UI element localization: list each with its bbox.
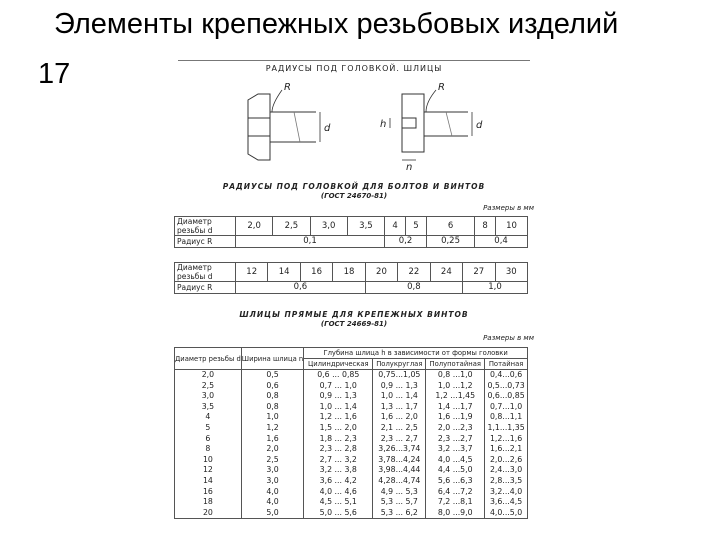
- top-rule: [178, 60, 530, 61]
- table-cell: 5,0 ... 5,6: [304, 508, 373, 519]
- table-cell: 4: [175, 412, 242, 423]
- table-row: [175, 444, 528, 455]
- table-cell: 5,6 ...6,3: [426, 476, 485, 487]
- table-cell: 1,6: [241, 434, 303, 445]
- label-r: R: [284, 82, 291, 93]
- table-cell: 2,5: [241, 455, 303, 466]
- table-cell: 4,0: [241, 487, 303, 498]
- break-line: [294, 112, 300, 142]
- table-cell: 3,2 ... 3,8: [304, 465, 373, 476]
- slots-table-title: ШЛИЦЫ ПРЯМЫЕ ДЛЯ КРЕПЕЖНЫХ ВИНТОВ: [239, 310, 469, 319]
- header-semi-countersunk: Полупотайная: [426, 359, 485, 370]
- label-d: d: [324, 123, 331, 134]
- slots-table: [174, 347, 528, 519]
- table-row: [175, 487, 528, 498]
- table-cell: 1,6...2,1: [485, 444, 528, 455]
- radii-units-note: Размеры в мм: [483, 204, 534, 212]
- break-line: [446, 112, 452, 136]
- slot-cut: [402, 118, 416, 128]
- table-row: [175, 423, 528, 434]
- table-cell: 18: [175, 497, 242, 508]
- table-cell: 1,4 ...1,7: [426, 402, 485, 413]
- table-cell: 4,4 ...5,0: [426, 465, 485, 476]
- table-cell: 2,3 ... 2,7: [373, 434, 426, 445]
- table-cell: 3,6 ... 4,2: [304, 476, 373, 487]
- table-cell: 5: [406, 217, 427, 236]
- table-cell: 16: [300, 263, 332, 282]
- table-cell: 0,9 ... 1,3: [304, 391, 373, 402]
- table-cell: 5,3 ... 5,7: [373, 497, 426, 508]
- table-cell: 0,4: [475, 236, 528, 248]
- slide-number: 17: [38, 58, 71, 90]
- table-cell: 0,1: [236, 236, 385, 248]
- table-cell: 10: [496, 217, 528, 236]
- table-cell: 2,5: [175, 381, 242, 392]
- table-cell: 1,0: [241, 412, 303, 423]
- table-cell: 0,25: [426, 236, 474, 248]
- table-cell: 2,5: [273, 217, 310, 236]
- table-cell: 20: [175, 508, 242, 519]
- table-cell: 3,0: [310, 217, 347, 236]
- table-cell: 1,0 ... 1,4: [304, 402, 373, 413]
- diameter-row: [175, 217, 528, 236]
- header-slot-width: Ширина шлица n: [241, 348, 303, 370]
- table-cell: 4,0...5,0: [485, 508, 528, 519]
- label-d: d: [476, 120, 483, 131]
- table-cell: 2,3 ... 2,8: [304, 444, 373, 455]
- table-cell: 3,2 ...3,7: [426, 444, 485, 455]
- bolt-head-shape: [248, 94, 270, 160]
- table-cell: 6: [175, 434, 242, 445]
- slots-table-standard: (ГОСТ 24669-81): [320, 320, 388, 328]
- radius-row: [175, 236, 528, 248]
- radius-row: [175, 282, 528, 294]
- table-cell: 4,9 ... 5,3: [373, 487, 426, 498]
- table-cell: 5: [175, 423, 242, 434]
- table-row: [175, 434, 528, 445]
- table-cell: 10: [175, 455, 242, 466]
- table-cell: 0,75...1,05: [373, 370, 426, 381]
- table-cell: 0,8 ...1,0: [426, 370, 485, 381]
- label-r: R: [438, 82, 445, 93]
- row-label: Радиус R: [175, 282, 236, 294]
- table-cell: 12: [175, 465, 242, 476]
- header-depth: Глубина шлица h в зависимости от формы головки: [304, 348, 528, 359]
- table-cell: 0,8: [241, 402, 303, 413]
- table-cell: 2,7 ... 3,2: [304, 455, 373, 466]
- table-cell: 5,3 ... 6,2: [373, 508, 426, 519]
- table-cell: 6,4 ...7,2: [426, 487, 485, 498]
- table-cell: 1,0: [463, 282, 528, 294]
- table-cell: 4,5 ... 5,1: [304, 497, 373, 508]
- table-cell: 1,2...1,6: [485, 434, 528, 445]
- table-row: [175, 476, 528, 487]
- table-cell: 2,0: [236, 217, 273, 236]
- table-cell: 2,3 ...2,7: [426, 434, 485, 445]
- table-cell: 0,6: [236, 282, 366, 294]
- table-cell: 0,5: [241, 370, 303, 381]
- table-cell: 8: [175, 444, 242, 455]
- table-cell: 1,8 ... 2,3: [304, 434, 373, 445]
- table-cell: 0,6 ... 0,85: [304, 370, 373, 381]
- table-cell: 12: [236, 263, 268, 282]
- table-cell: 6: [426, 217, 474, 236]
- row-label: Диаметр резьбы d: [175, 263, 236, 282]
- header-cylindrical: Цилиндрическая: [304, 359, 373, 370]
- table-cell: 0,8: [365, 282, 462, 294]
- table-cell: 2,0: [175, 370, 242, 381]
- figure-header: РАДИУСЫ ПОД ГОЛОВКОЙ. ШЛИЦЫ: [265, 64, 443, 73]
- table-cell: 2,0: [241, 444, 303, 455]
- table-cell: 2,8...3,5: [485, 476, 528, 487]
- table-cell: 1,2 ... 1,6: [304, 412, 373, 423]
- table-cell: 3,5: [175, 402, 242, 413]
- radii-table-2: [174, 262, 528, 294]
- table-cell: 1,0 ...1,2: [426, 381, 485, 392]
- table-cell: 4,28...4,74: [373, 476, 426, 487]
- slide-title: Элементы крепежных резьбовых изделий: [54, 8, 619, 40]
- table-cell: 30: [495, 263, 528, 282]
- radii-table-title: РАДИУСЫ ПОД ГОЛОВКОЙ ДЛЯ БОЛТОВ И ВИНТОВ: [222, 182, 486, 191]
- table-cell: 16: [175, 487, 242, 498]
- table-cell: 1,2: [241, 423, 303, 434]
- table-cell: 3,0: [241, 476, 303, 487]
- table-row: [175, 497, 528, 508]
- table-cell: 3,0: [241, 465, 303, 476]
- table-row: [175, 402, 528, 413]
- table-cell: 0,9 ... 1,3: [373, 381, 426, 392]
- table-row: [175, 381, 528, 392]
- table-cell: 3,98...4,44: [373, 465, 426, 476]
- table-cell: 0,8...1,1: [485, 412, 528, 423]
- table-cell: 3,78...4,24: [373, 455, 426, 466]
- row-label: Диаметр резьбы d: [175, 217, 236, 236]
- table-cell: 20: [365, 263, 397, 282]
- table-cell: 8,0 ...9,0: [426, 508, 485, 519]
- table-cell: 27: [463, 263, 495, 282]
- row-label: Радиус R: [175, 236, 236, 248]
- slots-table-body: [175, 370, 528, 519]
- screw-slot-drawing: [368, 78, 488, 170]
- table-cell: 5,0: [241, 508, 303, 519]
- table-cell: 2,0 ...2,3: [426, 423, 485, 434]
- table-cell: 22: [398, 263, 430, 282]
- table-cell: 3,26...3,74: [373, 444, 426, 455]
- table-cell: 1,0 ... 1,4: [373, 391, 426, 402]
- table-cell: 4: [385, 217, 406, 236]
- table-cell: 4,0: [241, 497, 303, 508]
- radii-table-standard: (ГОСТ 24670-81): [320, 192, 388, 200]
- table-cell: 2,0...2,6: [485, 455, 528, 466]
- table-cell: 0,8: [241, 391, 303, 402]
- table-row: [175, 455, 528, 466]
- table-cell: 7,2 ...8,1: [426, 497, 485, 508]
- table-cell: 14: [268, 263, 300, 282]
- table-cell: 2,4...3,0: [485, 465, 528, 476]
- table-row: [175, 391, 528, 402]
- table-cell: 1,6 ...1,9: [426, 412, 485, 423]
- table-cell: 3,6...4,5: [485, 497, 528, 508]
- table-row: [175, 465, 528, 476]
- table-cell: 0,7 ... 1,0: [304, 381, 373, 392]
- radius-leader: [272, 90, 282, 112]
- label-h: h: [380, 119, 387, 130]
- table-cell: 2,1 ... 2,5: [373, 423, 426, 434]
- radius-leader: [426, 90, 436, 112]
- table-cell: 24: [430, 263, 462, 282]
- table-row: [175, 370, 528, 381]
- table-cell: 0,5...0,73: [485, 381, 528, 392]
- table-cell: 1,3 ... 1,7: [373, 402, 426, 413]
- bolt-radius-drawing: [236, 78, 346, 168]
- table-cell: 8: [475, 217, 496, 236]
- table-row: [175, 412, 528, 423]
- table-cell: 3,0: [175, 391, 242, 402]
- scanned-reference-page: [168, 54, 540, 538]
- table-cell: 0,6...0,85: [485, 391, 528, 402]
- radii-table-1: [174, 216, 528, 248]
- table-cell: 3,2...4,0: [485, 487, 528, 498]
- table-cell: 4,0 ...4,5: [426, 455, 485, 466]
- label-n: n: [406, 162, 413, 170]
- header-countersunk: Потайная: [485, 359, 528, 370]
- table-cell: 0,6: [241, 381, 303, 392]
- table-cell: 1,6 ... 2,0: [373, 412, 426, 423]
- table-row: [175, 508, 528, 519]
- header-diameter: Диаметр резьбы d: [175, 348, 242, 370]
- table-cell: 14: [175, 476, 242, 487]
- diameter-row: [175, 263, 528, 282]
- table-cell: 0,4...0,6: [485, 370, 528, 381]
- table-cell: 0,2: [385, 236, 427, 248]
- header-row: [175, 348, 528, 359]
- header-semicircular: Полукруглая: [373, 359, 426, 370]
- table-cell: 4,0 ... 4,6: [304, 487, 373, 498]
- table-cell: 18: [333, 263, 365, 282]
- table-cell: 0,7...1,0: [485, 402, 528, 413]
- slots-units-note: Размеры в мм: [483, 334, 534, 342]
- table-cell: 1,1...1,35: [485, 423, 528, 434]
- table-cell: 1,5 ... 2,0: [304, 423, 373, 434]
- table-cell: 1,2 ...1,45: [426, 391, 485, 402]
- table-cell: 3,5: [347, 217, 384, 236]
